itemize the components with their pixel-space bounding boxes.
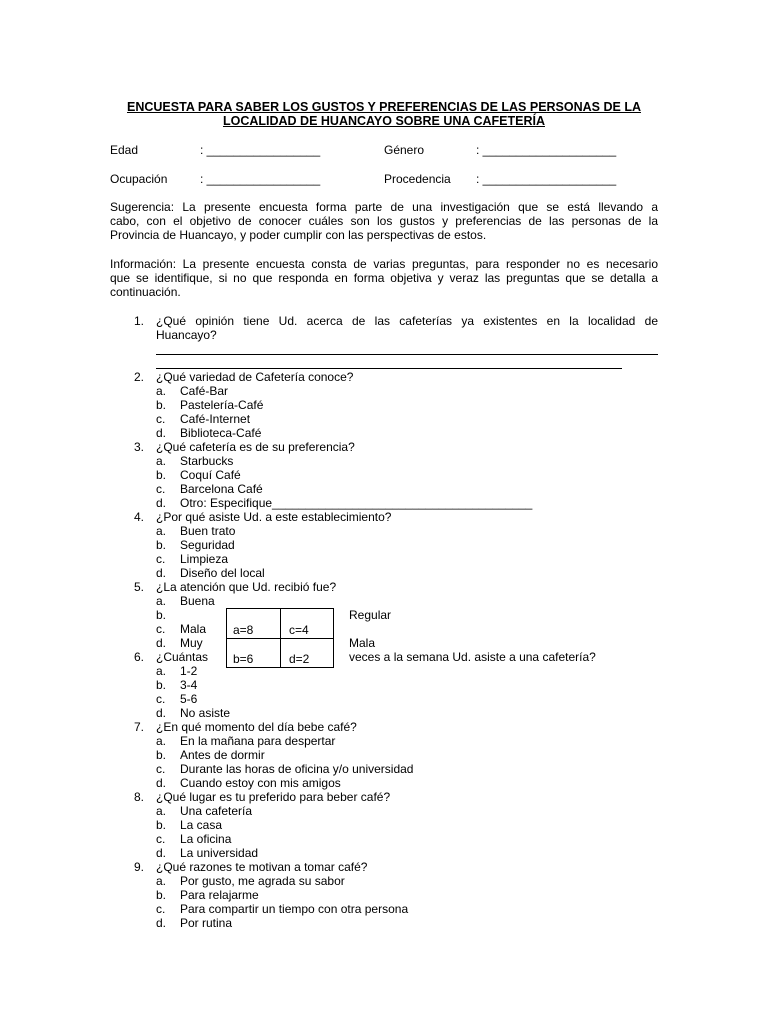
option-letter: d. bbox=[156, 496, 167, 510]
option[interactable] bbox=[156, 762, 413, 776]
option-text: Buen trato bbox=[180, 524, 236, 538]
option-text: Café-Bar bbox=[180, 384, 229, 398]
option[interactable] bbox=[156, 706, 230, 720]
option-letter: a. bbox=[156, 874, 167, 888]
question-5-text: ¿La atención que Ud. recibió fue? bbox=[156, 580, 337, 594]
informacion-line-1: Información: La presente encuesta consta de varias preguntas, para responder no es necesario bbox=[110, 257, 658, 271]
option-letter: d. bbox=[156, 636, 167, 650]
option-text: Starbucks bbox=[180, 454, 234, 468]
option-letter: b. bbox=[156, 888, 167, 902]
option[interactable] bbox=[156, 496, 532, 510]
option-text: Coquí Café bbox=[180, 468, 241, 482]
option-text: 1-2 bbox=[180, 664, 198, 678]
option[interactable] bbox=[156, 454, 233, 468]
option-text: Barcelona Café bbox=[180, 482, 263, 496]
informacion-paragraph bbox=[110, 257, 658, 299]
option[interactable] bbox=[156, 552, 228, 566]
question-number: 2. bbox=[133, 370, 144, 384]
question-number: 5. bbox=[133, 580, 144, 594]
option[interactable] bbox=[156, 384, 228, 398]
option-text: Otro: Especifique_______________________________________ bbox=[180, 496, 533, 510]
option[interactable] bbox=[156, 916, 232, 930]
option-text: Seguridad bbox=[180, 538, 235, 552]
option[interactable] bbox=[156, 594, 215, 608]
ocupacion-field[interactable]: : _________________ bbox=[200, 172, 321, 186]
option[interactable] bbox=[156, 664, 197, 678]
option[interactable] bbox=[156, 832, 231, 846]
option[interactable] bbox=[156, 846, 258, 860]
genero-field[interactable]: : ____________________ bbox=[476, 143, 617, 157]
option-text: Por gusto, me agrada su sabor bbox=[180, 874, 345, 888]
option[interactable] bbox=[156, 524, 235, 538]
option-letter: d. bbox=[156, 706, 167, 720]
procedencia-field[interactable]: : ____________________ bbox=[476, 172, 617, 186]
option-text: Café-Internet bbox=[180, 412, 251, 426]
question-9-text: ¿Qué razones te motivan a tomar café? bbox=[156, 860, 368, 874]
option[interactable] bbox=[156, 888, 259, 902]
sugerencia-line-3: Provincia de Huancayo, y poder cumplir con las perspectivas de estos. bbox=[110, 228, 487, 242]
question-1-line-1: ¿Qué opinión tiene Ud. acerca de las cafeterías ya existentes en la localidad de bbox=[156, 314, 658, 328]
option-mala-text: Mala bbox=[349, 636, 376, 650]
title-line-2: LOCALIDAD DE HUANCAYO SOBRE UNA CAFETERÍA bbox=[222, 114, 545, 128]
question-number: 4. bbox=[133, 510, 144, 524]
option[interactable] bbox=[156, 818, 222, 832]
option-text: Limpieza bbox=[180, 552, 229, 566]
survey-title bbox=[100, 100, 668, 128]
grid-cell-a: a=8 bbox=[233, 623, 254, 637]
option[interactable] bbox=[156, 636, 203, 650]
grid-cell-c: c=4 bbox=[289, 623, 309, 637]
option[interactable] bbox=[156, 482, 263, 496]
ocupacion-label: Ocupación bbox=[110, 172, 168, 186]
edad-field[interactable]: : _________________ bbox=[200, 143, 321, 157]
option-letter: c. bbox=[156, 902, 166, 916]
option[interactable] bbox=[156, 692, 197, 706]
informacion-line-3: continuación. bbox=[110, 285, 181, 299]
option-text: Para relajarme bbox=[180, 888, 259, 902]
option-letter: c. bbox=[156, 832, 166, 846]
option[interactable] bbox=[156, 622, 206, 636]
question-1-line-2: Huancayo? bbox=[156, 328, 217, 342]
option-text: 3-4 bbox=[180, 678, 198, 692]
option-letter: a. bbox=[156, 454, 167, 468]
option-letter: b. bbox=[156, 748, 167, 762]
sugerencia-line-2: cabo, con el objetivo de conocer cuáles son los gustos y preferencias de las personas de la bbox=[110, 214, 658, 228]
procedencia-label: Procedencia bbox=[384, 172, 451, 186]
option-letter: d. bbox=[156, 426, 167, 440]
genero-label: Género bbox=[384, 143, 425, 157]
option[interactable] bbox=[156, 678, 197, 692]
option-text: Durante las horas de oficina y/o universidad bbox=[180, 762, 414, 776]
option-text: Una cafetería bbox=[180, 804, 253, 818]
question-8-text: ¿Qué lugar es tu preferido para beber café? bbox=[156, 790, 391, 804]
option-text: No asiste bbox=[180, 706, 231, 720]
grid-divider-horizontal bbox=[227, 638, 333, 639]
option[interactable] bbox=[156, 398, 263, 412]
option-letter: a. bbox=[156, 734, 167, 748]
option[interactable] bbox=[156, 538, 235, 552]
option-letter: c. bbox=[156, 762, 166, 776]
count-grid bbox=[226, 608, 334, 668]
option-letter: b. bbox=[156, 818, 167, 832]
option-text: Biblioteca-Café bbox=[180, 426, 262, 440]
sugerencia-line-1: Sugerencia: La presente encuesta forma parte de una investigación que se está llevando a bbox=[110, 200, 658, 214]
option[interactable] bbox=[156, 874, 345, 888]
question-3-text: ¿Qué cafetería es de su preferencia? bbox=[156, 440, 355, 454]
title-line-1: ENCUESTA PARA SABER LOS GUSTOS Y PREFERENCIAS DE LAS PERSONAS DE LA bbox=[127, 100, 641, 114]
sugerencia-paragraph bbox=[110, 200, 658, 242]
option-text: En la mañana para despertar bbox=[180, 734, 336, 748]
option-letter: c. bbox=[156, 482, 166, 496]
option-text: Antes de dormir bbox=[180, 748, 265, 762]
option-regular-text: Regular bbox=[349, 608, 392, 622]
option-letter: a. bbox=[156, 594, 167, 608]
option[interactable] bbox=[156, 748, 265, 762]
answer-line-1[interactable] bbox=[156, 354, 658, 355]
question-2-text: ¿Qué variedad de Cafetería conoce? bbox=[156, 370, 354, 384]
informacion-line-2: que se identifique, si no que responda en forma objetiva y veraz las preguntas que se detalla a bbox=[110, 271, 658, 285]
option-text: Por rutina bbox=[180, 916, 233, 930]
option[interactable] bbox=[156, 776, 341, 790]
question-number: 9. bbox=[133, 860, 144, 874]
option-letter: b. bbox=[156, 608, 167, 622]
option[interactable] bbox=[156, 608, 180, 622]
question-4-text: ¿Por qué asiste Ud. a este establecimiento? bbox=[156, 510, 392, 524]
option[interactable] bbox=[156, 734, 335, 748]
option-letter: c. bbox=[156, 412, 166, 426]
edad-label: Edad bbox=[110, 143, 139, 157]
option-letter: d. bbox=[156, 566, 167, 580]
option-text: La universidad bbox=[180, 846, 259, 860]
option-letter: d. bbox=[156, 916, 167, 930]
question-number: 6. bbox=[133, 650, 144, 664]
option-letter: d. bbox=[156, 846, 167, 860]
option[interactable] bbox=[156, 426, 261, 440]
option-text: La oficina bbox=[180, 832, 232, 846]
grid-cell-d: d=2 bbox=[289, 652, 310, 666]
option-letter: a. bbox=[156, 664, 167, 678]
question-6-text-start: ¿Cuántas bbox=[156, 650, 209, 664]
option-text: Pastelería-Café bbox=[180, 398, 264, 412]
option-letter: b. bbox=[156, 678, 167, 692]
question-number: 3. bbox=[133, 440, 144, 454]
option-text: 5-6 bbox=[180, 692, 198, 706]
option-text: Buena bbox=[180, 594, 215, 608]
option-letter: b. bbox=[156, 538, 167, 552]
option-text: Muy bbox=[180, 636, 203, 650]
option-text: La casa bbox=[180, 818, 223, 832]
option[interactable] bbox=[156, 902, 408, 916]
question-number: 1. bbox=[133, 314, 144, 328]
option-letter: a. bbox=[156, 804, 167, 818]
option-letter: d. bbox=[156, 776, 167, 790]
option-letter: a. bbox=[156, 384, 167, 398]
option-letter: b. bbox=[156, 468, 167, 482]
option[interactable] bbox=[156, 412, 250, 426]
option-text: Cuando estoy con mis amigos bbox=[180, 776, 341, 790]
option[interactable] bbox=[156, 468, 241, 482]
question-number: 7. bbox=[133, 720, 144, 734]
option-letter: a. bbox=[156, 524, 167, 538]
option-text: Para compartir un tiempo con otra persona bbox=[180, 902, 409, 916]
option[interactable] bbox=[156, 804, 252, 818]
option[interactable] bbox=[156, 566, 265, 580]
option-letter: b. bbox=[156, 398, 167, 412]
question-number: 8. bbox=[133, 790, 144, 804]
option-letter: c. bbox=[156, 692, 166, 706]
grid-cell-b: b=6 bbox=[233, 652, 254, 666]
option-text: Diseño del local bbox=[180, 566, 265, 580]
option-text: Mala bbox=[180, 622, 207, 636]
question-7-text: ¿En qué momento del día bebe café? bbox=[156, 720, 357, 734]
question-1-text bbox=[156, 314, 658, 342]
question-6-text-end: veces a la semana Ud. asiste a una cafetería? bbox=[349, 650, 596, 664]
answer-line-2[interactable] bbox=[156, 368, 622, 369]
option-letter: c. bbox=[156, 552, 166, 566]
option-letter: c. bbox=[156, 622, 166, 636]
